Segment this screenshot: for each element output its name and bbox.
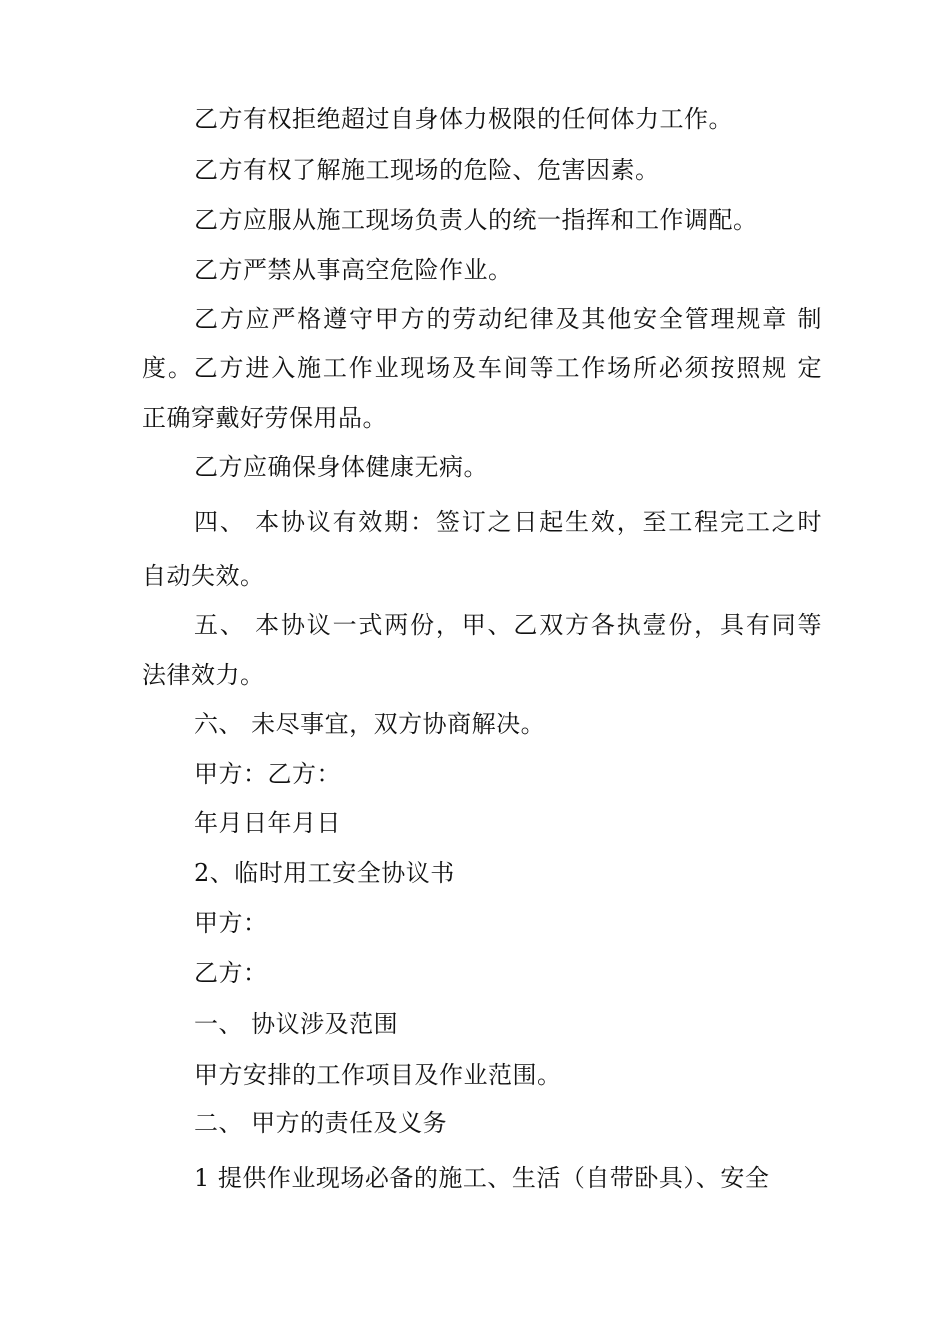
document-title: 2、临时用工安全协议书 <box>194 859 455 887</box>
paragraph-line: 乙方严禁从事高空危险作业。 <box>194 256 513 284</box>
paragraph-line: 甲方安排的工作项目及作业范围。 <box>194 1061 562 1089</box>
paragraph-line: 正确穿戴好劳保用品。 <box>142 404 387 432</box>
party-b-label: 乙方： <box>194 959 268 987</box>
section-heading-2: 二、 甲方的责任及义务 <box>194 1109 448 1137</box>
paragraph-line: 乙方有权了解施工现场的危险、危害因素。 <box>194 156 660 184</box>
section-heading-6: 六、 未尽事宜，双方协商解决。 <box>194 710 546 738</box>
paragraph-line: 法律效力。 <box>142 661 265 689</box>
paragraph-line: 乙方应服从施工现场负责人的统一指挥和工作调配。 <box>194 206 758 234</box>
paragraph-line: 乙方应严格遵守甲方的劳动纪律及其他安全管理规章 制 <box>194 305 822 333</box>
paragraph-line: 自动失效。 <box>142 562 265 590</box>
section-heading-1: 一、 协议涉及范围 <box>194 1010 399 1038</box>
signature-date-line: 年月日年月日 <box>194 809 341 837</box>
party-a-label: 甲方： <box>194 909 268 937</box>
signature-parties-line: 甲方：乙方： <box>194 760 341 788</box>
section-heading-4: 四、 本协议有效期：签订之日起生效，至工程完工之时 <box>194 508 822 536</box>
paragraph-line: 乙方有权拒绝超过自身体力极限的任何体力工作。 <box>194 105 733 133</box>
paragraph-line: 1 提供作业现场必备的施工、生活（自带卧具）、安全 <box>194 1164 770 1192</box>
paragraph-line: 度。乙方进入施工作业现场及车间等工作场所必须按照规 定 <box>142 354 822 382</box>
section-heading-5: 五、 本协议一式两份，甲、乙双方各执壹份，具有同等 <box>194 611 822 639</box>
paragraph-line: 乙方应确保身体健康无病。 <box>194 453 488 481</box>
